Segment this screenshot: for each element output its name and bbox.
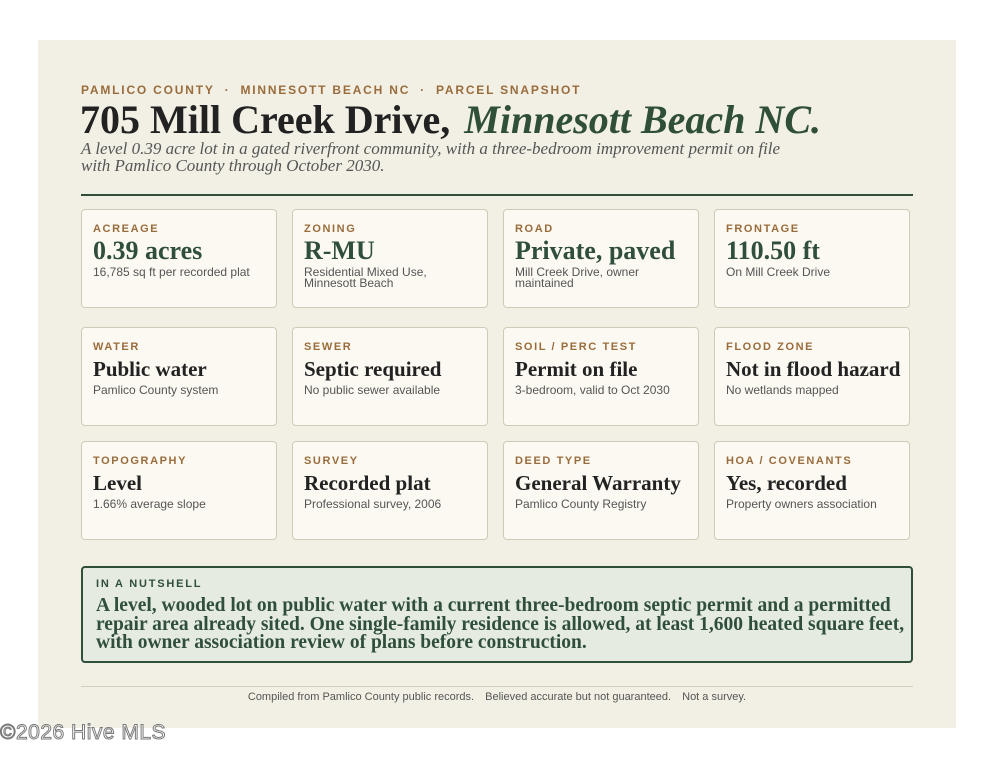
- footer-not-survey: Not a survey.: [682, 691, 747, 703]
- card-frontage: [714, 209, 910, 308]
- nutshell-text: A level, wooded lot on public water with a current three-bedroom septic permit and a permitted repair area already sited. One single-family residence is allowed, at least 1,600 heated square feet, with owner association review of plans before construction.: [96, 595, 905, 653]
- card-label: TOPOGRAPHY: [93, 455, 188, 467]
- parcel-snapshot-sheet: [38, 40, 956, 728]
- card-note: Mill Creek Drive, owner maintained: [515, 265, 640, 290]
- card-soil-perc-test: [503, 327, 699, 426]
- footer-disclaimer: [81, 691, 913, 703]
- card-flood-zone: [714, 327, 910, 426]
- card-note: Pamlico County system: [93, 383, 219, 397]
- nutshell-label: IN A NUTSHELL: [96, 578, 203, 590]
- nutshell-summary: [81, 566, 913, 663]
- card-value: Level: [93, 471, 142, 495]
- card-note: No public sewer available: [304, 383, 441, 397]
- card-note: Professional survey, 2006: [304, 497, 442, 511]
- eyebrow-town: MINNESOTT BEACH NC: [240, 83, 411, 97]
- card-acreage: [81, 209, 277, 308]
- card-label: ZONING: [304, 223, 357, 235]
- title-place: Minnesott Beach NC.: [464, 97, 821, 142]
- card-hoa-covenants: [714, 441, 910, 540]
- card-note: Property owners association: [726, 497, 877, 511]
- card-note: 3-bedroom, valid to Oct 2030: [515, 383, 670, 397]
- card-zoning: [292, 209, 488, 308]
- title-address: 705 Mill Creek Drive,: [80, 97, 451, 142]
- card-value: Private, paved: [515, 236, 676, 265]
- card-label: HOA / COVENANTS: [726, 455, 853, 467]
- card-road: [503, 209, 699, 308]
- card-value: Not in flood hazard: [726, 357, 901, 381]
- card-label: ROAD: [515, 223, 554, 235]
- card-value: 110.50 ft: [726, 236, 820, 265]
- card-value: General Warranty: [515, 471, 681, 495]
- header-divider: [81, 194, 913, 196]
- footer-accuracy: Believed accurate but not guaranteed.: [485, 691, 672, 703]
- card-note: 16,785 sq ft per recorded plat: [93, 265, 250, 279]
- eyebrow-county: PAMLICO COUNTY: [81, 83, 215, 97]
- mls-watermark: ©2026 Hive MLS: [0, 721, 167, 744]
- card-label: FRONTAGE: [726, 223, 800, 235]
- card-note: Pamlico County Registry: [515, 497, 647, 511]
- card-survey: [292, 441, 488, 540]
- card-label: FLOOD ZONE: [726, 341, 815, 353]
- card-label: SEWER: [304, 341, 353, 353]
- card-water: [81, 327, 277, 426]
- footer-source: Compiled from Pamlico County public records.: [247, 691, 475, 703]
- card-deed-type: [503, 441, 699, 540]
- card-note: On Mill Creek Drive: [726, 265, 831, 279]
- footer-divider: [81, 686, 913, 687]
- page-subtitle: A level 0.39 acre lot in a gated riverfront community, with a three-bedroom improvement permit on file with Pamlico County through October 2030.: [81, 139, 781, 175]
- card-note: Residential Mixed Use, Minnesott Beach: [304, 265, 427, 290]
- card-value: Yes, recorded: [726, 471, 847, 495]
- eyebrow-separator: ·: [224, 83, 231, 97]
- card-topography: [81, 441, 277, 540]
- card-note: No wetlands mapped: [726, 383, 839, 397]
- eyebrow-separator: ·: [420, 83, 426, 97]
- card-label: WATER: [93, 341, 140, 353]
- card-value: 0.39 acres: [93, 236, 203, 265]
- page-title: [80, 96, 821, 144]
- eyebrow: [81, 83, 581, 97]
- card-value: Septic required: [304, 357, 442, 381]
- card-label: DEED TYPE: [515, 455, 592, 467]
- card-value: Recorded plat: [304, 471, 431, 495]
- card-sewer: [292, 327, 488, 426]
- card-value: R-MU: [304, 236, 375, 265]
- card-note: 1.66% average slope: [93, 497, 206, 511]
- card-label: ACREAGE: [93, 223, 160, 235]
- card-label: SURVEY: [304, 455, 359, 467]
- card-value: Permit on file: [515, 357, 638, 381]
- eyebrow-doc-type: PARCEL SNAPSHOT: [435, 83, 582, 97]
- card-label: SOIL / PERC TEST: [515, 341, 637, 353]
- card-value: Public water: [93, 357, 207, 381]
